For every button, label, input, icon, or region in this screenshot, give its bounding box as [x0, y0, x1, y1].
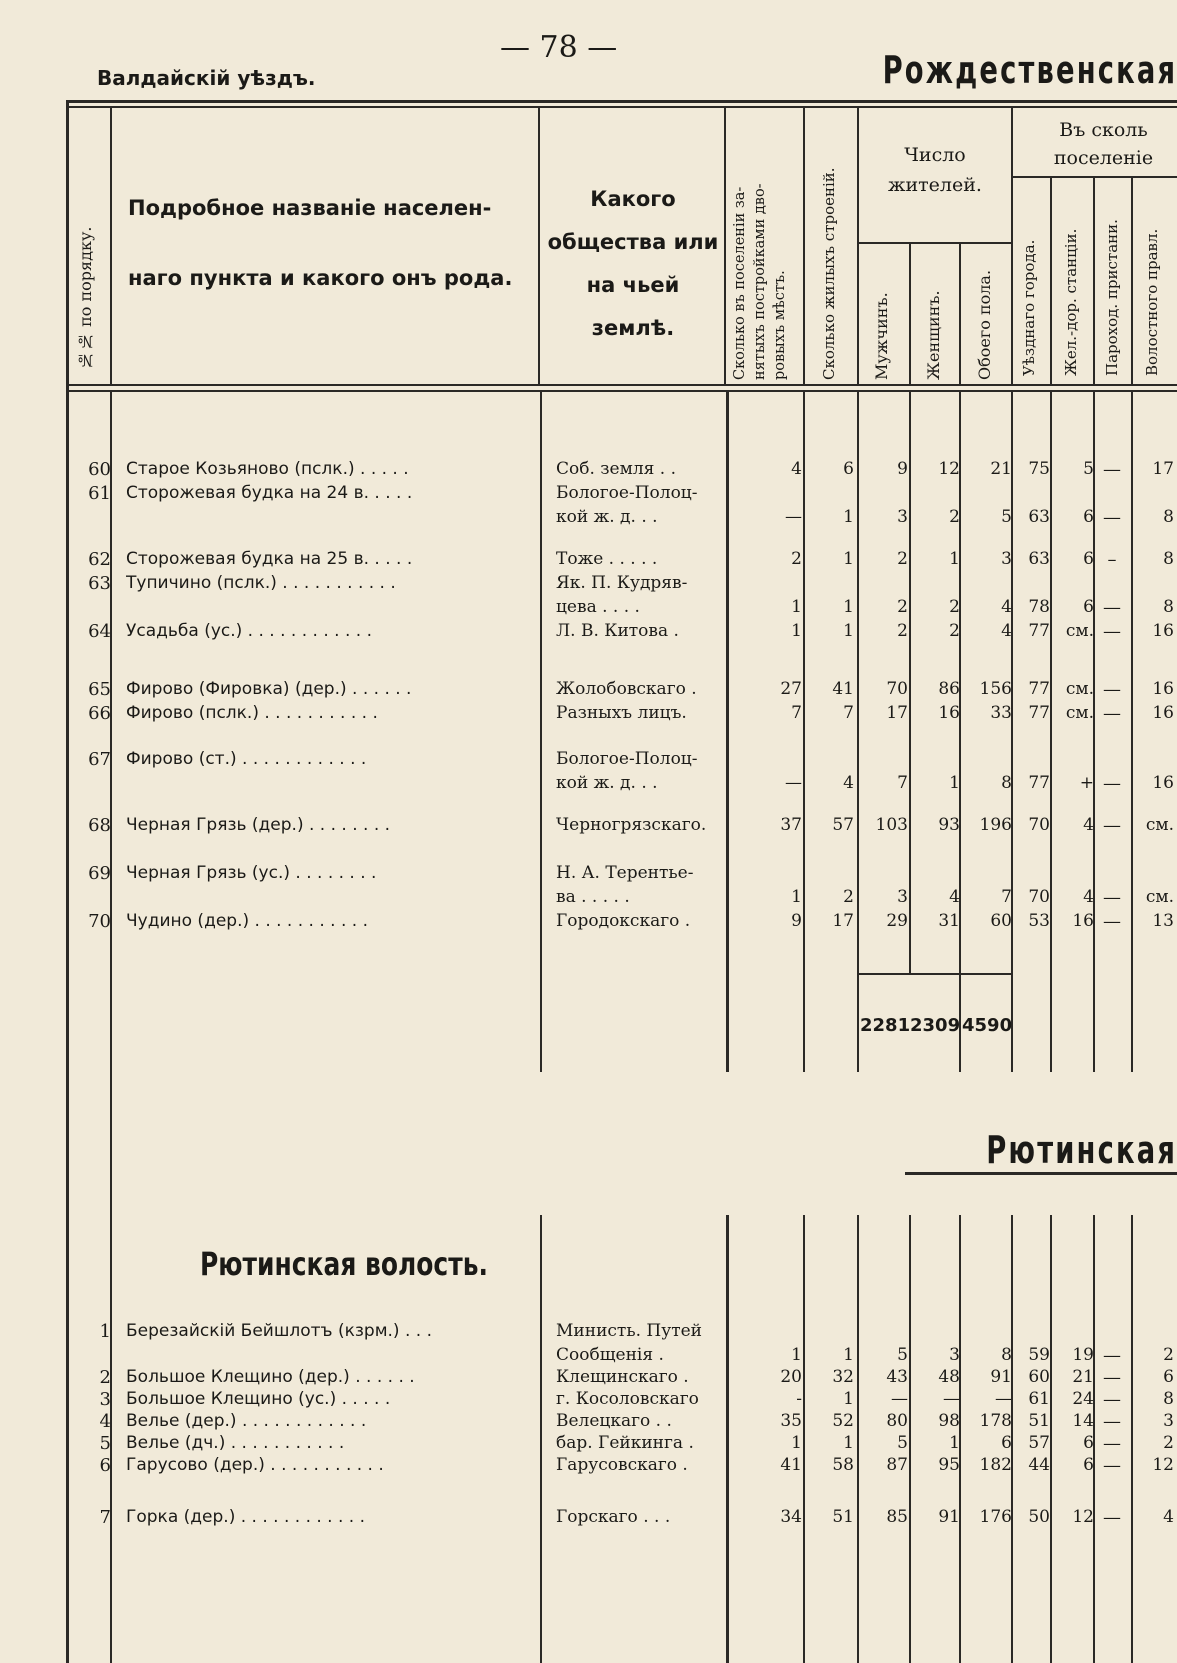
header-yards-line2: нятыхъ постройками дво- [752, 183, 768, 380]
col-line [110, 106, 112, 386]
cell-rail: 6 [1083, 1433, 1094, 1453]
cell-rail: 21 [1072, 1367, 1094, 1387]
cell-pier: — [1103, 1507, 1121, 1528]
header-residents-line1: Число [904, 144, 966, 166]
table-row [0, 548, 1177, 571]
col-line [959, 242, 961, 386]
cell-pier: — [1103, 911, 1121, 932]
cell-build: 1 [843, 621, 854, 641]
cell-women: 2 [949, 597, 960, 617]
cell-women: 2 [949, 507, 960, 527]
cell-yards: 1 [791, 597, 802, 617]
cell-town: 77 [1028, 773, 1050, 793]
cell-vol: 16 [1152, 679, 1174, 699]
cell-build: 1 [843, 1389, 854, 1409]
cell-yards: 1 [791, 621, 802, 641]
cell-no: 61 [88, 483, 111, 504]
cell-owner: Городокскаго . [556, 911, 691, 931]
cell-men: 70 [886, 679, 908, 699]
cell-build: 51 [832, 1507, 854, 1527]
table-row [0, 772, 1177, 795]
header-distance-line2: поселеніе [1053, 147, 1154, 169]
cell-name: Горка (дер.) . . . . . . . . . . . . [126, 1507, 366, 1527]
cell-pier: — [1103, 1367, 1121, 1388]
cell-men: 85 [886, 1507, 908, 1527]
cell-rail: см. [1065, 679, 1094, 699]
cell-owner: Сообщенія . [556, 1345, 664, 1365]
cell-town: 63 [1028, 549, 1050, 569]
cell-men: 2 [897, 549, 908, 569]
cell-owner: кой ж. д. . . [556, 507, 658, 527]
col-line [803, 106, 805, 386]
cell-both: 182 [979, 1455, 1012, 1475]
cell-yards: — [785, 507, 802, 527]
cell-women: 1 [949, 549, 960, 569]
cell-men: 5 [897, 1345, 908, 1365]
cell-men: 87 [886, 1455, 908, 1475]
cell-name: Черная Грязь (дер.) . . . . . . . . [126, 815, 391, 835]
cell-yards: 20 [780, 1367, 802, 1387]
cell-vol: см. [1145, 887, 1174, 907]
header-pier: Пароход. пристани. [1103, 219, 1121, 376]
cell-vol: 16 [1152, 621, 1174, 641]
table-row [0, 678, 1177, 701]
cell-yards: 2 [791, 549, 802, 569]
cell-pier: — [1103, 507, 1121, 528]
cell-pier: — [1103, 1389, 1121, 1410]
cell-owner: цева . . . . [556, 597, 640, 617]
cell-both: 91 [990, 1367, 1012, 1387]
col-line [1011, 106, 1013, 386]
cell-town: 60 [1028, 1367, 1050, 1387]
table-row [0, 1388, 1177, 1411]
cell-no: 68 [88, 815, 111, 836]
table-row [0, 862, 1177, 885]
cell-owner: Разныхъ лицъ. [556, 703, 687, 723]
header-owner-line1: Какого [590, 187, 676, 211]
cell-vol: 12 [1152, 1455, 1174, 1475]
totals-rule [857, 973, 1011, 975]
cell-yards: 9 [791, 911, 802, 931]
cell-owner: г. Косоловскаго [556, 1389, 699, 1409]
total-men: 2281 [860, 1015, 911, 1036]
cell-name: Гарусово (дер.) . . . . . . . . . . . [126, 1455, 384, 1475]
cell-owner: Горскаго . . . [556, 1507, 671, 1527]
cell-yards: 1 [791, 1433, 802, 1453]
cell-women: 31 [938, 911, 960, 931]
cell-owner: Бологое-Полоц- [556, 749, 698, 769]
cell-no: 6 [99, 1455, 111, 1476]
cell-both: 21 [990, 459, 1012, 479]
cell-rail: 5 [1083, 459, 1094, 479]
cell-men: 5 [897, 1433, 908, 1453]
header-distance [1030, 116, 1177, 172]
page-number: — 78 — [500, 30, 618, 65]
cell-town: 53 [1028, 911, 1050, 931]
cell-men: 7 [897, 773, 908, 793]
cell-pier: — [1103, 459, 1121, 480]
cell-pier: — [1103, 773, 1121, 794]
cell-yards: 41 [780, 1455, 802, 1475]
cell-no: 2 [99, 1367, 111, 1388]
cell-town: 50 [1028, 1507, 1050, 1527]
table-row [0, 1344, 1177, 1367]
header-men: Мужчинъ. [872, 292, 891, 380]
table-row [0, 910, 1177, 933]
header-both: Обоего пола. [975, 269, 994, 380]
cell-no: 69 [88, 863, 111, 884]
cell-vol: 16 [1152, 773, 1174, 793]
cell-pier: — [1103, 815, 1121, 836]
table-row [0, 1366, 1177, 1389]
cell-pier: — [1103, 1433, 1121, 1454]
cell-no: 5 [99, 1433, 111, 1454]
cell-yards: 4 [791, 459, 802, 479]
cell-rail: 24 [1072, 1389, 1094, 1409]
cell-rail: 16 [1072, 911, 1094, 931]
cell-rail: 6 [1083, 1455, 1094, 1475]
table-row [0, 458, 1177, 481]
cell-yards: 27 [780, 679, 802, 699]
cell-build: 52 [832, 1411, 854, 1431]
header-buildings: Сколько жилыхъ строеній. [820, 167, 838, 380]
cell-women: 2 [949, 621, 960, 641]
header-volost: Волостного правл. [1143, 228, 1161, 376]
cell-both: 8 [1001, 1345, 1012, 1365]
cell-yards: — [785, 773, 802, 793]
cell-vol: 2 [1163, 1345, 1174, 1365]
district-title: Валдайскій уѣздъ. [97, 66, 316, 90]
cell-vol: 4 [1163, 1507, 1174, 1527]
cell-rail: 6 [1083, 549, 1094, 569]
cell-women: 98 [938, 1411, 960, 1431]
cell-town: 59 [1028, 1345, 1050, 1365]
cell-no: 62 [88, 549, 111, 570]
cell-vol: 8 [1163, 549, 1174, 569]
cell-both: 4 [1001, 621, 1012, 641]
total-both: 4590 [962, 1015, 1013, 1036]
cell-town: 78 [1028, 597, 1050, 617]
cell-yards: 34 [780, 1507, 802, 1527]
cell-owner: Н. А. Терентье- [556, 863, 694, 883]
header-distance-line1: Въ сколь [1059, 119, 1148, 141]
cell-name: Фирово (пслк.) . . . . . . . . . . . [126, 703, 378, 723]
cell-vol: 2 [1163, 1433, 1174, 1453]
header-yards-line3: ровыхъ мѣстъ. [772, 270, 788, 380]
cell-town: 70 [1028, 815, 1050, 835]
cell-no: 60 [88, 459, 111, 480]
cell-owner: Л. В. Китова . [556, 621, 679, 641]
cell-build: 2 [843, 887, 854, 907]
cell-men: 80 [886, 1411, 908, 1431]
cell-pier: — [1103, 887, 1121, 908]
cell-rail: 4 [1083, 815, 1094, 835]
table-row [0, 596, 1177, 619]
table-row [0, 1454, 1177, 1477]
cell-build: 4 [843, 773, 854, 793]
cell-town: 70 [1028, 887, 1050, 907]
cell-vol: 17 [1152, 459, 1174, 479]
cell-build: 1 [843, 597, 854, 617]
cell-name: Сторожевая будка на 25 в. . . . . [126, 549, 413, 569]
cell-name: Чудино (дер.) . . . . . . . . . . . [126, 911, 368, 931]
cell-name: Усадьба (ус.) . . . . . . . . . . . . [126, 621, 372, 641]
cell-no: 3 [99, 1389, 111, 1410]
col-line [1050, 176, 1052, 386]
cell-build: 1 [843, 549, 854, 569]
cell-pier: — [1103, 621, 1121, 642]
cell-women: 95 [938, 1455, 960, 1475]
cell-vol: 6 [1163, 1367, 1174, 1387]
sub-rule [857, 242, 1011, 244]
cell-women: 4 [949, 887, 960, 907]
cell-owner: Жолобовскаго . [556, 679, 697, 699]
col-line [1093, 176, 1095, 386]
cell-no: 70 [88, 911, 111, 932]
cell-pier: – [1107, 549, 1117, 570]
cell-women: 91 [938, 1507, 960, 1527]
cell-both: 6 [1001, 1433, 1012, 1453]
cell-both: 196 [979, 815, 1012, 835]
col-line [724, 106, 726, 386]
cell-pier: — [1103, 1455, 1121, 1476]
cell-vol: 8 [1163, 1389, 1174, 1409]
table-row [0, 620, 1177, 643]
cell-rail: 6 [1083, 507, 1094, 527]
cell-name: Березайскій Бейшлотъ (кзрм.) . . . [126, 1321, 432, 1341]
cell-men: — [891, 1389, 908, 1409]
section-title-2: Рютинская [986, 1128, 1177, 1172]
cell-women: — [943, 1389, 960, 1409]
col-line [909, 242, 911, 386]
cell-build: 7 [843, 703, 854, 723]
cell-owner: бар. Гейкинга . [556, 1433, 694, 1453]
cell-build: 1 [843, 1345, 854, 1365]
cell-yards: 37 [780, 815, 802, 835]
cell-build: 17 [832, 911, 854, 931]
cell-town: 57 [1028, 1433, 1050, 1453]
cell-no: 63 [88, 573, 111, 594]
cell-owner: Клещинскаго . [556, 1367, 689, 1387]
cell-town: 77 [1028, 703, 1050, 723]
cell-town: 63 [1028, 507, 1050, 527]
table-row [0, 1410, 1177, 1433]
header-name-line2: наго пункта и какого онъ рода. [128, 266, 513, 290]
header-yards [730, 112, 790, 380]
cell-town: 61 [1028, 1389, 1050, 1409]
cell-vol: 16 [1152, 703, 1174, 723]
cell-name: Тупичино (пслк.) . . . . . . . . . . . [126, 573, 396, 593]
header-town: Уѣзднаго города. [1020, 239, 1038, 376]
table-row [0, 1506, 1177, 1529]
total-women: 2309 [910, 1015, 961, 1036]
cell-men: 17 [886, 703, 908, 723]
cell-no: 4 [99, 1411, 111, 1432]
cell-owner: ва . . . . . [556, 887, 630, 907]
table-row [0, 506, 1177, 529]
header-residents [860, 140, 1010, 200]
table-row [0, 572, 1177, 595]
header-owner-line2: общества или [547, 230, 719, 254]
cell-both: 33 [990, 703, 1012, 723]
cell-both: 7 [1001, 887, 1012, 907]
header-rail: Жел.-дор. станціи. [1062, 228, 1080, 376]
header-yards-line1: Сколько въ поселеніи за- [732, 186, 748, 380]
cell-men: 43 [886, 1367, 908, 1387]
section-rule-2 [905, 1172, 1177, 1175]
cell-both: — [995, 1389, 1012, 1409]
cell-yards: 7 [791, 703, 802, 723]
cell-name: Велье (дч.) . . . . . . . . . . . [126, 1433, 345, 1453]
cell-women: 16 [938, 703, 960, 723]
header-owner-line3: на чьей землѣ. [586, 273, 680, 340]
cell-owner: Министь. Путей [556, 1321, 703, 1341]
cell-vol: см. [1145, 815, 1174, 835]
table-row [0, 482, 1177, 505]
cell-no: 64 [88, 621, 111, 642]
table-row [0, 1432, 1177, 1455]
cell-both: 8 [1001, 773, 1012, 793]
header-residents-line2: жителей. [888, 174, 982, 196]
cell-build: 1 [843, 1433, 854, 1453]
cell-build: 6 [843, 459, 854, 479]
cell-owner: кой ж. д. . . [556, 773, 658, 793]
cell-town: 51 [1028, 1411, 1050, 1431]
cell-build: 58 [832, 1455, 854, 1475]
cell-rail: 4 [1083, 887, 1094, 907]
table-row [0, 1320, 1177, 1343]
parish-title: Рютинская волость. [200, 1245, 488, 1283]
cell-yards: - [796, 1389, 802, 1409]
cell-rail: 6 [1083, 597, 1094, 617]
cell-women: 3 [949, 1345, 960, 1365]
cell-build: 41 [832, 679, 854, 699]
cell-no: 65 [88, 679, 111, 700]
cell-town: 77 [1028, 621, 1050, 641]
section-title: Рождественская [882, 48, 1177, 92]
cell-women: 12 [938, 459, 960, 479]
cell-rail: 19 [1072, 1345, 1094, 1365]
header-women: Женщинъ. [924, 290, 943, 380]
cell-women: 1 [949, 1433, 960, 1453]
header-owner [544, 178, 722, 350]
cell-build: 57 [832, 815, 854, 835]
cell-rail: + [1079, 773, 1094, 793]
cell-no: 1 [99, 1321, 111, 1342]
cell-yards: 35 [780, 1411, 802, 1431]
cell-build: 32 [832, 1367, 854, 1387]
cell-men: 2 [897, 597, 908, 617]
cell-pier: — [1103, 597, 1121, 618]
table-row [0, 702, 1177, 725]
cell-vol: 8 [1163, 507, 1174, 527]
cell-men: 9 [897, 459, 908, 479]
cell-name: Сторожевая будка на 24 в. . . . . [126, 483, 413, 503]
cell-rail: 12 [1072, 1507, 1094, 1527]
table-row [0, 748, 1177, 771]
cell-town: 77 [1028, 679, 1050, 699]
cell-both: 178 [979, 1411, 1012, 1431]
cell-owner: Як. П. Кудряв- [556, 573, 688, 593]
cell-owner: Гарусовскаго . [556, 1455, 688, 1475]
cell-name: Фирово (ст.) . . . . . . . . . . . . [126, 749, 367, 769]
cell-both: 5 [1001, 507, 1012, 527]
header-name-line1: Подробное названіе населен- [128, 196, 492, 220]
cell-owner: Велецкаго . . [556, 1411, 672, 1431]
cell-women: 1 [949, 773, 960, 793]
cell-women: 48 [938, 1367, 960, 1387]
header-name [128, 188, 528, 298]
cell-build: 1 [843, 507, 854, 527]
cell-vol: 13 [1152, 911, 1174, 931]
cell-name: Черная Грязь (ус.) . . . . . . . . [126, 863, 377, 883]
cell-men: 29 [886, 911, 908, 931]
cell-owner: Черногрязскаго. [556, 815, 707, 835]
cell-both: 156 [979, 679, 1012, 699]
cell-rail: 14 [1072, 1411, 1094, 1431]
cell-men: 103 [875, 815, 908, 835]
cell-vol: 3 [1163, 1411, 1174, 1431]
cell-name: Большое Клещино (ус.) . . . . . [126, 1389, 391, 1409]
sub-rule [1011, 176, 1177, 178]
col-line [1131, 176, 1133, 386]
cell-pier: — [1103, 1345, 1121, 1366]
cell-pier: — [1103, 679, 1121, 700]
cell-owner: Тоже . . . . . [556, 549, 658, 569]
cell-name: Фирово (Фировка) (дер.) . . . . . . [126, 679, 412, 699]
cell-pier: — [1103, 703, 1121, 724]
cell-name: Велье (дер.) . . . . . . . . . . . . [126, 1411, 367, 1431]
table-row [0, 886, 1177, 909]
cell-men: 3 [897, 887, 908, 907]
cell-rail: см. [1065, 621, 1094, 641]
cell-women: 86 [938, 679, 960, 699]
col-line [857, 106, 859, 386]
cell-pier: — [1103, 1411, 1121, 1432]
cell-both: 4 [1001, 597, 1012, 617]
cell-yards: 1 [791, 1345, 802, 1365]
cell-rail: см. [1065, 703, 1094, 723]
cell-name: Большое Клещино (дер.) . . . . . . [126, 1367, 415, 1387]
cell-owner: Бологое-Полоц- [556, 483, 698, 503]
top-rule [66, 100, 1177, 103]
cell-vol: 8 [1163, 597, 1174, 617]
cell-town: 44 [1028, 1455, 1050, 1475]
cell-men: 3 [897, 507, 908, 527]
cell-no: 7 [99, 1507, 111, 1528]
cell-town: 75 [1028, 459, 1050, 479]
cell-no: 66 [88, 703, 111, 724]
cell-men: 2 [897, 621, 908, 641]
cell-both: 176 [979, 1507, 1012, 1527]
cell-owner: Соб. земля . . [556, 459, 676, 479]
cell-name: Старое Козьяново (пслк.) . . . . . [126, 459, 409, 479]
cell-both: 60 [990, 911, 1012, 931]
cell-women: 93 [938, 815, 960, 835]
cell-yards: 1 [791, 887, 802, 907]
cell-no: 67 [88, 749, 111, 770]
cell-both: 3 [1001, 549, 1012, 569]
table-row [0, 814, 1177, 837]
col-line [538, 106, 540, 386]
header-no: №№ по порядку. [76, 226, 95, 370]
